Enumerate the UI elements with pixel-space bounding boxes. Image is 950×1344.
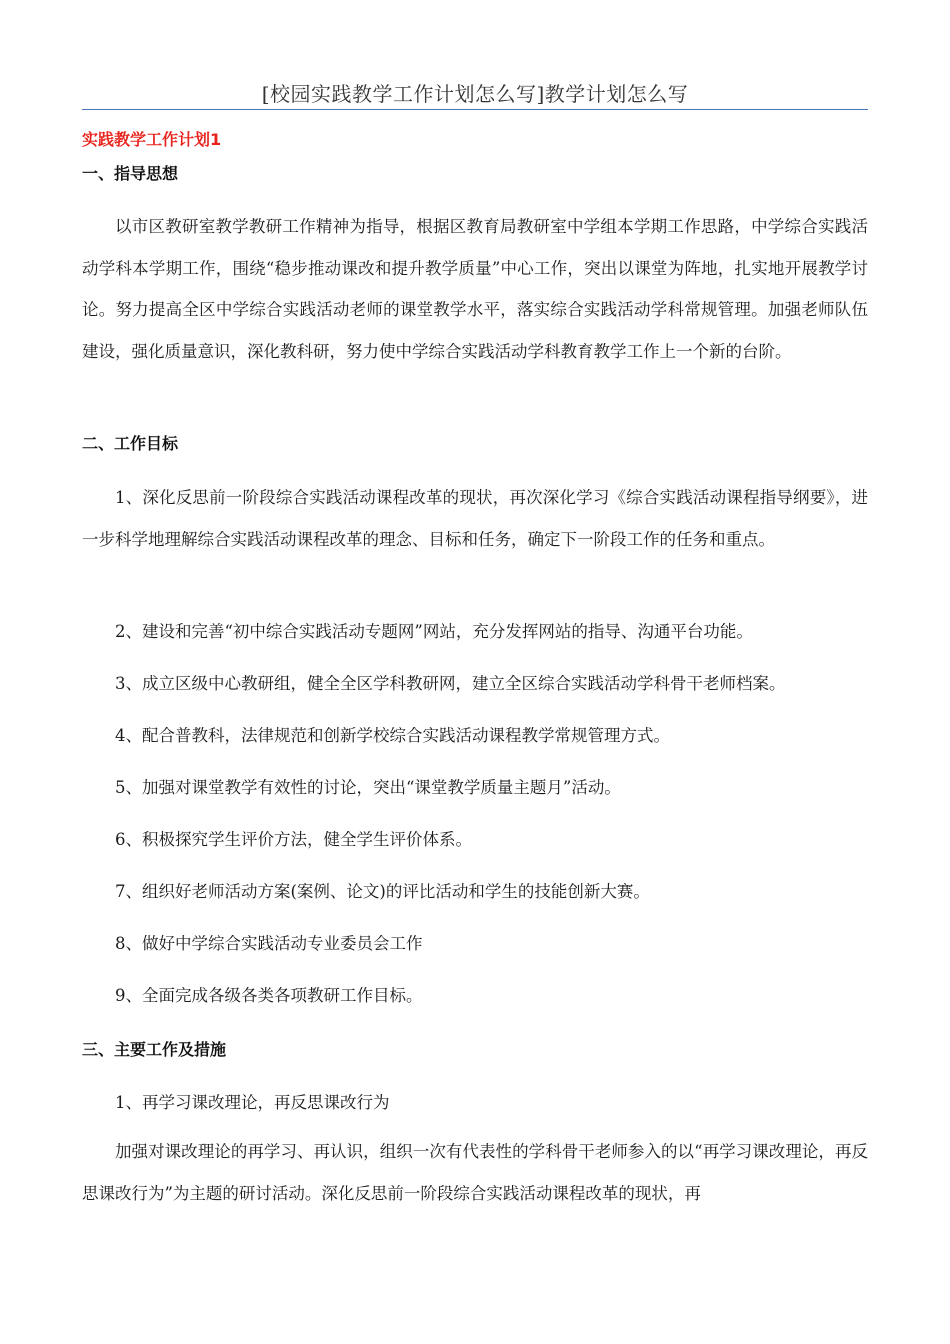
list-item-goal-9: 9、全面完成各级各类各项教研工作目标。 bbox=[115, 986, 423, 1005]
list-item-goal-8: 8、做好中学综合实践活动专业委员会工作 bbox=[115, 934, 423, 953]
header-divider bbox=[82, 109, 868, 110]
document-heading: 实践教学工作计划1 bbox=[82, 130, 222, 149]
list-item-goal-5: 5、加强对课堂教学有效性的讨论，突出“课堂教学质量主题月”活动。 bbox=[115, 778, 621, 797]
paragraph-goal-1: 1、深化反思前一阶段综合实践活动课程改革的现状，再次深化学习《综合实践活动课程指导纲要》，进一步科学地理解综合实践活动课程改革的理念、目标和任务，确定下一阶段工作的任务和重点。 bbox=[82, 488, 868, 549]
paragraph-measure-1: 加强对课改理论的再学习、再认识，组织一次有代表性的学科骨干老师参入的以“再学习课改理论，再反思课改行为”为主题的研讨活动。深化反思前一阶段综合实践活动课程改革的现状，再 bbox=[82, 1142, 868, 1203]
list-item-goal-3: 3、成立区级中心教研组，健全全区学科教研网，建立全区综合实践活动学科骨干老师档案。 bbox=[115, 674, 786, 693]
list-item-goal-4: 4、配合普教科，法律规范和创新学校综合实践活动课程教学常规管理方式。 bbox=[115, 726, 670, 745]
list-item-goal-6: 6、积极探究学生评价方法，健全学生评价体系。 bbox=[115, 830, 472, 849]
section-heading-work-goals: 二、工作目标 bbox=[82, 434, 179, 453]
paragraph-guiding-ideology: 以市区教研室教学教研工作精神为指导，根据区教育局教研室中学组本学期工作思路，中学综合实践活动学科本学期工作，围绕“稳步推动课改和提升教学质量”中心工作，突出以课堂为阵地，扎实地开展教学讨论。努力提高全区中学综合实践活动老师的课堂教学水平，落实综合实践活动学科常规管理。加强老师队伍建设，强化质量意识，深化教科研，努力使中学综合实践活动学科教育教学工作上一个新的台阶。 bbox=[82, 217, 868, 361]
list-item-goal-7: 7、组织好老师活动方案(案例、论文)的评比活动和学生的技能创新大赛。 bbox=[115, 882, 650, 901]
list-item-measure-1: 1、再学习课改理论，再反思课改行为 bbox=[115, 1093, 390, 1112]
list-item-goal-2: 2、建设和完善“初中综合实践活动专题网”网站，充分发挥网站的指导、沟通平台功能。 bbox=[115, 622, 753, 641]
section-heading-main-work: 三、主要工作及措施 bbox=[82, 1040, 227, 1059]
page-header-title: [校园实践教学工作计划怎么写]教学计划怎么写 bbox=[261, 82, 689, 106]
section-heading-guiding-ideology: 一、指导思想 bbox=[82, 164, 179, 183]
